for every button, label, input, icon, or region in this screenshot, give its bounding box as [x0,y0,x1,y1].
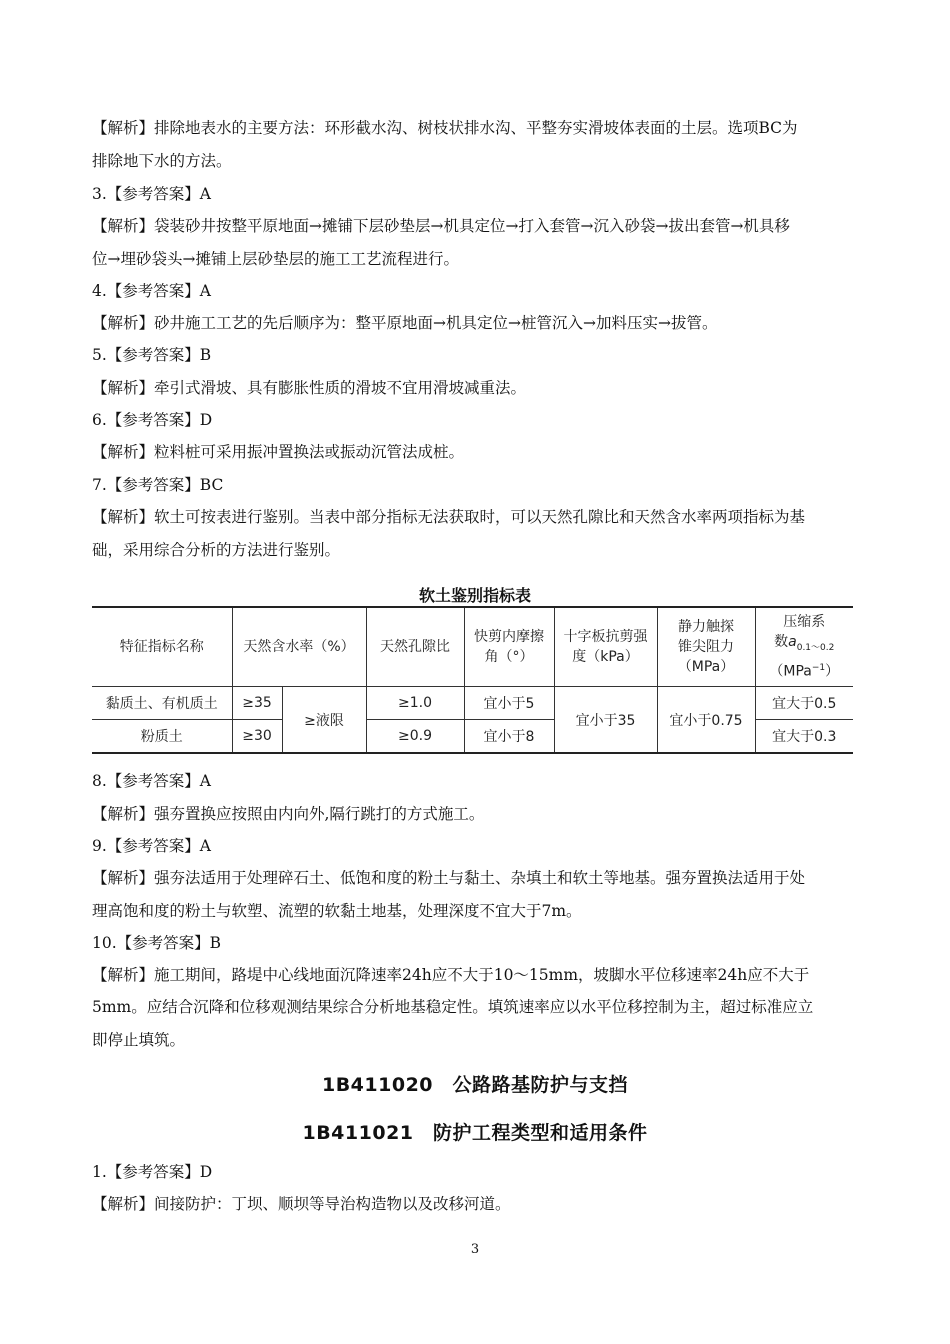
cell-water: ≥35 [232,687,282,720]
table-title: 软土鉴别指标表 [418,586,531,605]
answer-label: 7.【参考答案】BC [92,476,224,494]
header-water-content: 天然含水率（%） [232,607,366,687]
cell-compress: 宜大于0.3 [755,720,853,754]
analysis-text: 础，采用综合分析的方法进行鉴别。 [92,541,341,559]
soft-soil-table [92,606,853,754]
cell-name: 粉质土 [140,729,183,745]
cell-void: ≥0.9 [366,720,464,754]
answer-label: 3.【参考答案】A [92,185,211,203]
cell-vane-shared: 宜小于35 [554,687,657,754]
answer-label: 8.【参考答案】A [92,772,211,790]
page-number: 3 [470,1242,480,1257]
table-row [92,687,853,720]
analysis-text: 【解析】袋装砂井按整平原地面→摊铺下层砂垫层→机具定位→打入套管→沉入砂袋→拔出套管→机具移 [92,217,790,235]
cell-friction: 宜小于8 [464,720,554,754]
section-heading: 1B411020 公路路基防护与支挡 [321,1074,629,1096]
analysis-text: 【解析】砂井施工工艺的先后顺序为：整平原地面→机具定位→桩管沉入→加料压实→拔管。 [92,314,718,332]
subsection-heading: 1B411021 防护工程类型和适用条件 [302,1122,648,1144]
cell-friction: 宜小于5 [464,687,554,720]
header-friction-angle: 快剪内摩擦 角（°） [464,607,554,687]
cell-water: ≥30 [232,720,282,754]
header-cone-resistance: 静力触探 锥尖阻力 （MPa） [657,607,755,687]
analysis-text: 排除地下水的方法。 [92,152,232,170]
answer-label: 10.【参考答案】B [92,934,222,952]
analysis-text: 即停止填筑。 [92,1031,186,1049]
analysis-text: 【解析】间接防护：丁坝、顺坝等导治构造物以及改移河道。 [92,1195,511,1213]
cell-compress: 宜大于0.5 [755,687,853,720]
answer-label: 1.【参考答案】D [92,1163,213,1181]
answer-label: 6.【参考答案】D [92,411,213,429]
cell-void: ≥1.0 [366,687,464,720]
analysis-text: 【解析】强夯法适用于处理碎石土、低饱和度的粉土与黏土、杂填土和软土等地基。强夯置换法适用于处 [92,869,806,887]
analysis-text: 位→埋砂袋头→摊铺上层砂垫层的施工工艺流程进行。 [92,250,459,268]
analysis-text: 【解析】粒料桩可采用振冲置换法或振动沉管法成桩。 [92,443,465,461]
answer-label: 9.【参考答案】A [92,837,211,855]
analysis-text: 【解析】牵引式滑坡、具有膨胀性质的滑坡不宜用滑坡减重法。 [92,379,527,397]
table-header-row [92,607,853,687]
analysis-text: 【解析】排除地表水的主要方法：环形截水沟、树枝状排水沟、平整夯实滑坡体表面的土层。选项BC为 [92,119,798,137]
header-indicator-name: 特征指标名称 [119,639,204,655]
cell-water-shared: ≥液限 [282,687,366,754]
analysis-text: 【解析】强夯置换应按照由内向外,隔行跳打的方式施工。 [92,805,485,823]
analysis-text: 理高饱和度的粉土与软塑、流塑的软黏土地基，处理深度不宜大于7m。 [92,902,582,920]
cell-name: 黏质土、有机质土 [92,687,232,720]
answer-label: 4.【参考答案】A [92,282,211,300]
header-void-ratio: 天然孔隙比 [366,607,464,687]
cell-cone-shared: 宜小于0.75 [657,687,755,754]
analysis-text: 【解析】软土可按表进行鉴别。当表中部分指标无法获取时，可以天然孔隙比和天然含水率两项指标为基 [92,508,806,526]
header-compression-coefficient: 压缩系 数$a_{0.1\sim 0.2}$ （MPa$^{-1}$） [755,607,853,687]
answer-label: 5.【参考答案】B [92,346,212,364]
analysis-text: 【解析】施工期间，路堤中心线地面沉降速率24h应不大于10～15mm，坡脚水平位移速率24h应不大于 [92,966,810,984]
header-vane-strength: 十字板抗剪强 度（kPa） [554,607,657,687]
analysis-text: 5mm。应结合沉降和位移观测结果综合分析地基稳定性。填筑速率应以水平位移控制为主，超过标准应立 [92,998,814,1016]
